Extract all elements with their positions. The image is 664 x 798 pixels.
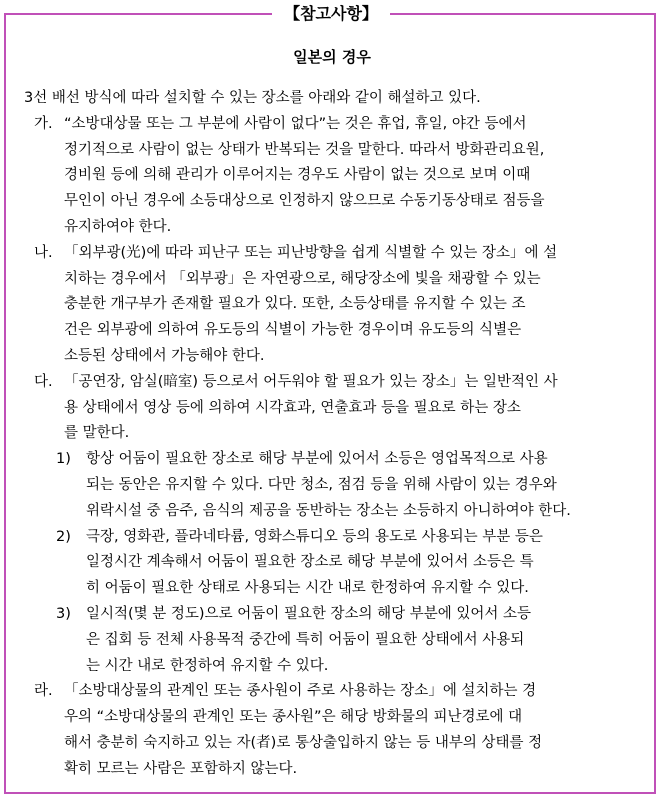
- text-line: 는 시간 내로 한정하여 유지할 수 있다.: [86, 657, 329, 674]
- subitem-2: [56, 525, 644, 602]
- section-title: 일본의 경우: [293, 48, 371, 66]
- text-line: 치하는 경우에서 「외부광」은 자연광으로, 해당장소에 빛을 채광할 수 있는: [64, 270, 541, 287]
- subitem-label: 2): [56, 528, 71, 545]
- subitem-label: 3): [56, 605, 71, 622]
- subitem-3: [56, 602, 644, 679]
- item-text: [64, 370, 644, 447]
- text-line: 확히 모르는 사람은 포함하지 않는다.: [64, 760, 298, 777]
- text-line: 건은 외부광에 의하여 유도등의 식별이 가능한 경우이며 유도등의 식별은: [64, 322, 522, 339]
- text-line: 은 집회 등 전체 사용목적 중간에 특히 어둠이 필요한 상태에서 사용되: [86, 631, 525, 648]
- item-text: [64, 241, 644, 370]
- item-label: 라.: [34, 683, 53, 700]
- text-line: 소등된 상태에서 가능해야 한다.: [64, 347, 265, 364]
- text-line: 「공연장, 암실(暗室) 등으로서 어두워야 할 필요가 있는 장소」는 일반적인 사: [64, 373, 558, 390]
- item-label: 가.: [34, 115, 53, 132]
- subitem-1: [56, 447, 644, 524]
- item-da: [34, 370, 644, 447]
- intro-paragraph: 3선 배선 방식에 따라 설치할 수 있는 장소를 아래와 같이 해설하고 있다.: [24, 90, 481, 106]
- item-ra: [34, 679, 644, 782]
- text-line: “소방대상물 또는 그 부분에 사람이 없다”는 것은 휴업, 휴일, 야간 등에서: [64, 115, 527, 132]
- subitem-text: [86, 447, 644, 524]
- text-line: 일시적(몇 분 정도)으로 어둠이 필요한 장소의 해당 부분에 있어서 소등: [86, 605, 531, 622]
- reference-tag: 【참고사항】: [272, 3, 390, 25]
- text-line: 정기적으로 사람이 없는 상태가 반복되는 것을 말한다. 따라서 방화관리요원,: [64, 141, 545, 158]
- text-line: 를 말한다.: [64, 425, 130, 442]
- text-line: 극장, 영화관, 플라네타륨, 영화스튜디오 등의 용도로 사용되는 부분 등은: [86, 528, 543, 545]
- text-line: 「소방대상물의 관계인 또는 종사원이 주로 사용하는 장소」에 설치하는 경: [64, 683, 537, 700]
- text-line: 「외부광(光)에 따라 피난구 또는 피난방향을 쉽게 식별할 수 있는 장소」에 설: [64, 244, 558, 261]
- text-line: 위락시설 중 음주, 음식의 제공을 동반하는 장소는 소등하지 아니하여야 한다.: [86, 502, 571, 519]
- text-line: 일정시간 계속해서 어둠이 필요한 장소로 해당 부분에 있어서 소등은 특: [86, 554, 534, 571]
- text-line: 유지하여야 한다.: [64, 218, 172, 235]
- item-label: 다.: [34, 373, 53, 390]
- text-line: 경비원 등에 의해 관리가 이루어지는 경우도 사람이 없는 것으로 보며 이때: [64, 167, 531, 184]
- text-line: 항상 어둠이 필요한 장소로 해당 부분에 있어서 소등은 영업목적으로 사용: [86, 451, 548, 468]
- text-line: 해서 충분히 숙지하고 있는 자(者)로 통상출입하지 않는 등 내부의 상태를 정: [64, 734, 543, 751]
- text-line: 우의 “소방대상물의 관계인 또는 종사원”은 해당 방화물의 피난경로에 대: [64, 709, 523, 726]
- subitem-text: [86, 525, 644, 602]
- text-line: 히 어둠이 필요한 상태로 사용되는 시간 내로 한정하여 유지할 수 있다.: [86, 580, 529, 597]
- text-line: 되는 동안은 유지할 수 있다. 다만 청소, 점검 등을 위해 사람이 있는 경우와: [86, 476, 557, 493]
- item-label: 나.: [34, 244, 53, 261]
- subitem-text: [86, 602, 644, 679]
- text-line: 용 상태에서 영상 등에 의하여 시각효과, 연출효과 등을 필요로 하는 장소: [64, 399, 521, 416]
- text-line: 충분한 개구부가 존재할 필요가 있다. 또한, 소등상태를 유지할 수 있는 조: [64, 296, 526, 313]
- item-text: [64, 112, 644, 241]
- subitem-label: 1): [56, 451, 71, 468]
- item-na: [34, 241, 644, 370]
- item-text: [64, 679, 644, 782]
- item-ga: [34, 112, 644, 241]
- text-line: 무인이 아닌 경우에 소등대상으로 인정하지 않으므로 수동기동상태로 점등을: [64, 193, 545, 210]
- document-body: [10, 86, 644, 783]
